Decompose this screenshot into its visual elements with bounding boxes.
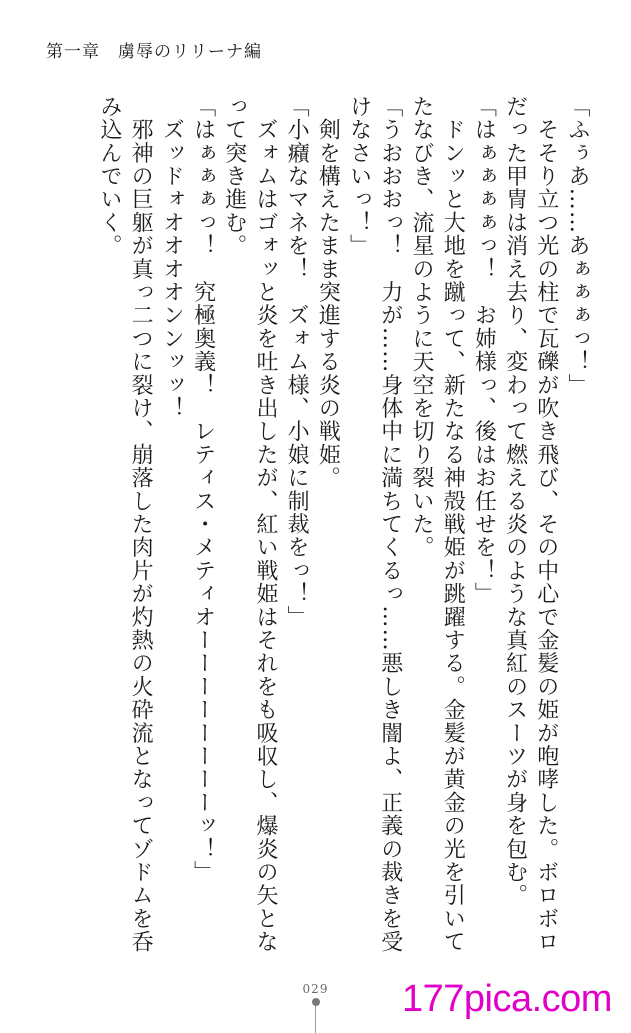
paragraph: 「はぁぁぁぁっ！ お姉様っ、後はお任せを！」 bbox=[471, 95, 497, 606]
paragraph: 「はぁぁぁっ！ 究極奥義！ レティス・メティオーーーーーーーーッ！」 bbox=[190, 95, 216, 884]
paragraph: 「うおおおっ！ 力が……身体中に満ちてくるっ……悪しき闇よ、正義の裁きを受けなさいっ！」 bbox=[346, 95, 403, 954]
page-marker-dot bbox=[312, 998, 320, 1006]
paragraph: 「小癪なマネを！ ズォム様、小娘に制裁をっ！」 bbox=[284, 95, 310, 629]
page-marker bbox=[311, 998, 321, 1033]
page-marker-line bbox=[315, 1006, 316, 1033]
watermark: 177pica.com bbox=[402, 978, 612, 1020]
paragraph: 剣を構えたまま突進する炎の戦姫。 bbox=[315, 95, 341, 490]
paragraph: ズォムはゴォッと炎を吐き出したが、紅い戦姫はそれをも吸収し、爆炎の矢となって突き進む。 bbox=[221, 95, 278, 954]
paragraph: ドンッと大地を蹴って、新たなる神殻戦姫が跳躍する。金髪が黄金の光を引いてたなびき、流星のように天空を切り裂いた。 bbox=[408, 95, 466, 954]
chapter-title: 虜辱のリリーナ編 bbox=[118, 42, 262, 62]
page-number: 029 bbox=[302, 982, 329, 996]
paragraph: 「ふぅあ……あぁぁぁっ！」 bbox=[565, 95, 590, 397]
paragraph: そそり立つ光の柱で瓦礫が吹き飛び、その中心で金髪の姫が咆哮した。ボロボロだった甲冑は消え去り、変わって燃える炎のような真紅のスーツが身を包む。 bbox=[502, 95, 559, 954]
paragraph: ズッドォオオオオンンッッ！ bbox=[159, 95, 185, 420]
chapter-label: 第一章 bbox=[46, 42, 100, 62]
chapter-header bbox=[46, 37, 262, 62]
paragraph: 邪神の巨躯が真っ二つに裂け、崩落した肉片が灼熱の火砕流となってゾドムを呑み込んでいく。 bbox=[96, 95, 154, 954]
novel-body-text bbox=[53, 95, 593, 955]
